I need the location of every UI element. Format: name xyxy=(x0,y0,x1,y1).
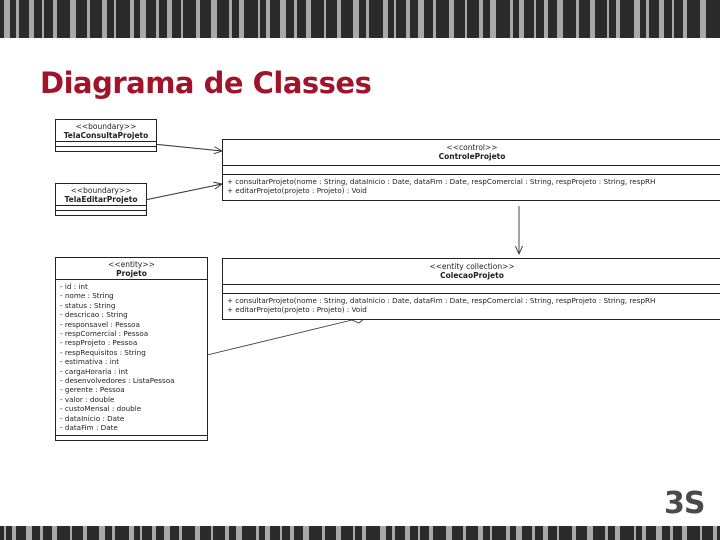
class-member: - status : String xyxy=(60,300,116,310)
class-member: - valor : double xyxy=(60,394,115,404)
class-stereotype: <<boundary>> xyxy=(75,122,137,131)
class-member: - respComercial : Pessoa xyxy=(60,329,149,339)
company-logo: 3S xyxy=(664,486,705,521)
class-member: - estimativa : int xyxy=(60,357,120,367)
class-member: - respRequisitos : String xyxy=(60,347,146,357)
class-attributes xyxy=(223,166,720,175)
class-member: + consultarProjeto(nome : String, dataInicio : Date, dataFim : Date, respComercial : String, respProjeto : String, respRH xyxy=(227,177,656,186)
class-member: - nome : String xyxy=(60,291,114,301)
class-operations xyxy=(56,436,207,440)
connector-consulta-controle xyxy=(153,144,222,151)
class-controle-projeto xyxy=(222,139,720,201)
class-colecao-projeto xyxy=(222,258,720,320)
class-member: + editarProjeto(projeto : Projeto) : Void xyxy=(227,305,367,315)
class-member: - id : int xyxy=(60,282,88,291)
class-member: - respProjeto : Pessoa xyxy=(60,338,138,348)
class-tela-consulta-projeto xyxy=(55,119,157,152)
class-operations xyxy=(56,211,146,215)
connector-projeto-colecao xyxy=(207,320,352,355)
class-operations xyxy=(56,147,156,151)
class-name: ColecaoProjeto xyxy=(440,271,504,280)
connector-editar-controle xyxy=(145,184,222,200)
class-member: - custoMensal : double xyxy=(60,404,142,414)
class-member: - dataFim : Date xyxy=(60,423,118,433)
class-attributes xyxy=(56,280,207,436)
class-name: Projeto xyxy=(116,269,147,278)
class-member: - gerente : Pessoa xyxy=(60,385,125,395)
class-stereotype: <<entity collection>> xyxy=(429,262,515,271)
class-name: TelaConsultaProjeto xyxy=(63,131,149,140)
class-member: + consultarProjeto(nome : String, dataInicio : Date, dataFim : Date, respComercial : String, respProjeto : String, respRH xyxy=(227,296,656,305)
class-tela-editar-projeto xyxy=(55,183,147,216)
class-projeto xyxy=(55,257,208,441)
class-stereotype: <<control>> xyxy=(446,143,498,152)
class-operations xyxy=(223,175,720,200)
class-member: - dataInicio : Date xyxy=(60,413,125,423)
class-member: - cargaHoraria : int xyxy=(60,366,128,376)
class-attributes xyxy=(223,285,720,294)
class-member: - desenvolvedores : ListaPessoa xyxy=(60,376,175,386)
class-operations xyxy=(223,294,720,319)
class-member: - descricao : String xyxy=(60,310,128,320)
class-member: + editarProjeto(projeto : Projeto) : Void xyxy=(227,186,367,196)
class-stereotype: <<entity>> xyxy=(108,260,155,269)
slide-title: Diagrama de Classes xyxy=(40,66,372,100)
class-member: - responsavel : Pessoa xyxy=(60,319,140,329)
class-name: ControleProjeto xyxy=(438,152,506,161)
class-name: TelaEditarProjeto xyxy=(64,195,138,204)
class-stereotype: <<boundary>> xyxy=(70,186,132,195)
